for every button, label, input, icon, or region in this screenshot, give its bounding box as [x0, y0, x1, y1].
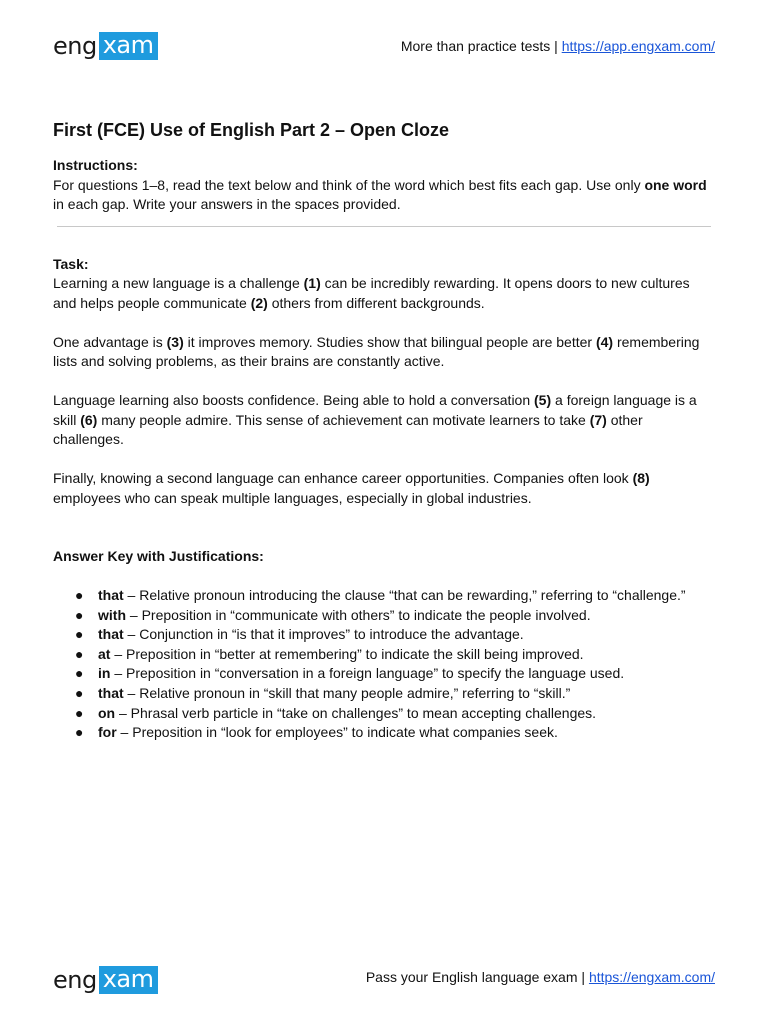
answer-justification: – Preposition in “look for employees” to indicate what companies seek.: [116, 724, 558, 741]
instructions-text-before: For questions 1–8, read the text below and think of the word which best fits each gap. Use only: [53, 176, 645, 193]
answer-word: in: [98, 665, 111, 682]
answer-item-1: [53, 586, 715, 606]
bullet-icon: ●: [75, 606, 84, 623]
answer-justification: – Preposition in “conversation in a foreign language” to specify the language used.: [110, 665, 625, 682]
gap-number: (2): [250, 294, 268, 311]
instructions-text-bold: one word: [644, 176, 707, 193]
logo-xam-text: xam: [99, 966, 158, 994]
gap-number: (5): [534, 392, 552, 408]
task-text: Language learning also boosts confidence. Being able to hold a conversation: [53, 392, 535, 408]
logo-xam-text: xam: [99, 32, 158, 60]
answer-word: for: [98, 724, 117, 741]
bullet-icon: ●: [75, 587, 84, 603]
answer-item-8: [53, 723, 715, 743]
answer-word: at: [98, 645, 111, 662]
answer-justification: – Phrasal verb particle in “take on challenges” to mean accepting challenges.: [115, 704, 597, 721]
main-content: [53, 118, 715, 743]
task-text: others from different backgrounds.: [267, 294, 485, 311]
task-text: Learning a new language is a challenge: [53, 275, 304, 291]
task-text: employees who can speak multiple languages, especially in global industries.: [53, 489, 532, 506]
header-tagline: [401, 37, 715, 55]
gap-number: (7): [589, 411, 607, 428]
answer-word: with: [98, 606, 126, 623]
header-link[interactable]: https://app.engxam.com/: [561, 38, 715, 54]
page-title: First (FCE) Use of English Part 2 – Open Cloze: [53, 120, 450, 140]
answer-word: on: [98, 704, 116, 721]
bullet-icon: ●: [75, 684, 84, 701]
answer-key-heading: Answer Key with Justifications:: [53, 548, 264, 564]
engxam-footer-logo: [53, 966, 158, 994]
answer-word: that: [98, 587, 124, 603]
bullet-icon: ●: [75, 704, 84, 721]
engxam-logo: [53, 32, 158, 60]
gap-number: (1): [303, 275, 321, 291]
gap-number: (4): [595, 333, 614, 350]
answer-item-2: [53, 606, 715, 626]
task-text: can be incredibly rewarding. It opens doors to new cultures and helps people communicate: [53, 275, 690, 311]
answer-item-7: [53, 704, 715, 724]
task-text: One advantage is: [53, 333, 167, 350]
instructions-heading: Instructions:: [53, 157, 138, 173]
task-text: remembering lists and solving problems, as their brains are constantly active.: [53, 333, 700, 369]
answer-justification: – Relative pronoun in “skill that many people admire,” referring to “skill.”: [123, 684, 571, 701]
answer-item-6: [53, 684, 715, 704]
answer-word: that: [98, 626, 124, 643]
task-text: other challenges.: [53, 411, 643, 447]
answer-item-5: [53, 664, 715, 684]
task-paragraph-2: [53, 333, 715, 372]
answer-item-4: [53, 645, 715, 665]
bullet-icon: ●: [75, 645, 84, 662]
answer-list: [53, 586, 715, 743]
footer-tagline: [366, 968, 715, 986]
task-paragraph-3: [53, 391, 715, 450]
gap-number: (3): [166, 333, 184, 350]
task-text: many people admire. This sense of achievement can motivate learners to take: [97, 411, 590, 428]
gap-number: (6): [80, 411, 98, 428]
answer-word: that: [98, 684, 124, 701]
instructions-text-after: in each gap. Write your answers in the spaces provided.: [53, 196, 401, 212]
bullet-icon: ●: [75, 724, 84, 741]
gap-number: (8): [632, 470, 650, 486]
task-heading: Task:: [53, 255, 89, 272]
task-paragraph-4: [53, 469, 715, 508]
header-tagline-text: More than practice tests |: [400, 38, 562, 54]
task-paragraph-1: [53, 274, 715, 313]
answer-justification: – Conjunction in “is that it improves” to introduce the advantage.: [123, 626, 524, 643]
instructions-text: [53, 176, 715, 215]
logo-eng-text: eng: [53, 32, 97, 60]
bullet-icon: ●: [75, 665, 84, 682]
answer-justification: – Preposition in “better at remembering” to indicate the skill being improved.: [110, 645, 584, 662]
bullet-icon: ●: [75, 626, 84, 643]
answer-justification: – Preposition in “communicate with others” to indicate the people involved.: [126, 606, 591, 623]
answer-item-3: [53, 625, 715, 645]
answer-justification: – Relative pronoun introducing the clause “that can be rewarding,” referring to “challenge.”: [123, 587, 686, 603]
footer-link[interactable]: https://engxam.com/: [588, 969, 715, 985]
task-text: it improves memory. Studies show that bilingual people are better: [183, 333, 596, 350]
task-text: a foreign language is a skill: [53, 392, 697, 428]
footer-tagline-text: Pass your English language exam |: [365, 969, 589, 985]
logo-eng-text: eng: [53, 966, 97, 994]
task-text: Finally, knowing a second language can enhance career opportunities. Companies often look: [53, 470, 633, 486]
